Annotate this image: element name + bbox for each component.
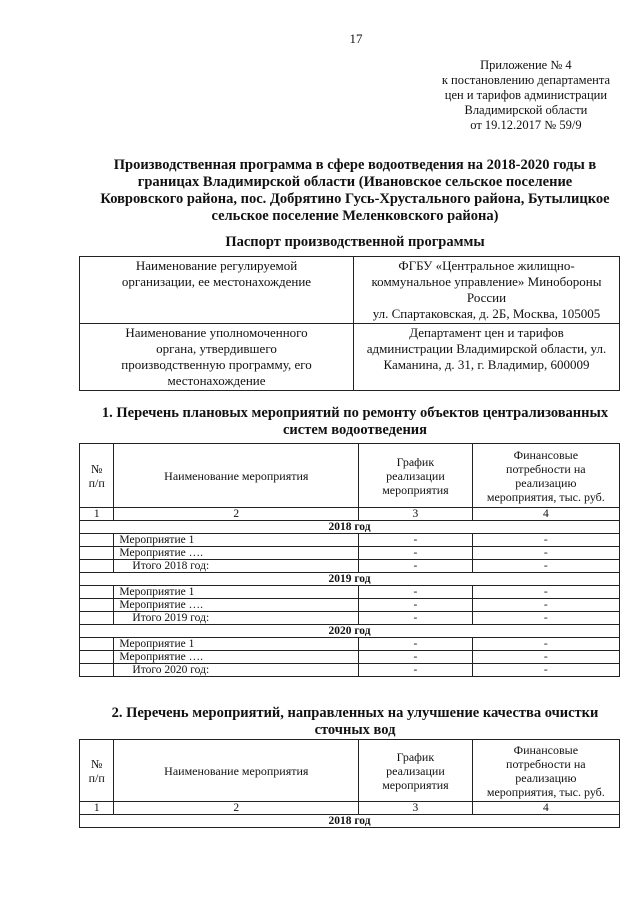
- header-schedule-line: мероприятия: [382, 482, 449, 497]
- section1-heading-line: систем водоотведения: [282, 422, 428, 438]
- header-finance-line: мероприятия, тыс. руб.: [486, 489, 605, 504]
- header-name: Наименование мероприятия: [114, 444, 359, 508]
- cell-schedule: -: [359, 586, 472, 599]
- title-line: сельское поселение Меленковского района): [211, 208, 499, 224]
- passport-value-line: администрации Владимирской области, ул.: [366, 341, 607, 356]
- column-number: 3: [359, 802, 472, 815]
- header-schedule-line: мероприятия: [382, 777, 449, 792]
- total-row: [80, 664, 620, 677]
- table-header-row: [80, 740, 620, 802]
- header-name: Наименование мероприятия: [114, 740, 359, 802]
- document-title: [70, 157, 640, 225]
- cell-num: [80, 560, 114, 573]
- header-num-line: №: [90, 461, 103, 476]
- passport-value-line: ФГБУ «Центральное жилищно-: [398, 258, 575, 273]
- header-finance: [472, 740, 619, 802]
- column-number: 1: [80, 802, 114, 815]
- cell-schedule: -: [359, 651, 472, 664]
- cell-finance: -: [472, 547, 619, 560]
- cell-total-label: Итого 2018 год:: [114, 560, 359, 573]
- cell-finance: -: [472, 534, 619, 547]
- cell-name: Мероприятие ….: [114, 651, 359, 664]
- cell-schedule: -: [359, 534, 472, 547]
- passport-label-line: организации, ее местонахождение: [121, 274, 312, 289]
- column-number: 1: [80, 508, 114, 521]
- header-schedule-line: График: [396, 749, 435, 764]
- cell-num: [80, 612, 114, 625]
- section2-heading: [70, 705, 640, 739]
- appendix-line: цен и тарифов администрации: [444, 88, 608, 102]
- appendix-line: Владимирской области: [464, 103, 588, 117]
- title-line: Производственная программа в сфере водоотведения на 2018-2020 годы в: [113, 157, 597, 173]
- cell-name: Мероприятие ….: [114, 547, 359, 560]
- header-schedule: [359, 444, 472, 508]
- section2-table: [79, 739, 620, 828]
- header-schedule-line: реализации: [386, 468, 445, 483]
- header-finance-line: Финансовые: [513, 742, 579, 757]
- total-row: [80, 612, 620, 625]
- year-label: 2018 год: [80, 815, 620, 828]
- header-finance-line: реализацию: [515, 770, 577, 785]
- cell-schedule: -: [359, 560, 472, 573]
- header-finance-line: мероприятия, тыс. руб.: [486, 784, 605, 799]
- header-schedule-line: График: [396, 454, 435, 469]
- cell-num: [80, 638, 114, 651]
- header-schedule-line: реализации: [386, 763, 445, 778]
- header-num: [80, 740, 114, 802]
- cell-total-label: Итого 2019 год:: [114, 612, 359, 625]
- page-number: 17: [349, 31, 363, 46]
- appendix-line: к постановлению департамента: [441, 73, 610, 87]
- passport-row: [80, 257, 620, 324]
- column-number: 4: [472, 508, 619, 521]
- year-label: 2020 год: [80, 625, 620, 638]
- header-finance-line: реализацию: [515, 475, 577, 490]
- cell-name: Мероприятие 1: [114, 638, 359, 651]
- table-row: [80, 638, 620, 651]
- passport-heading: Паспорт производственной программы: [225, 234, 485, 250]
- passport-value-line: Каманина, д. 31, г. Владимир, 600009: [383, 357, 590, 372]
- cell-schedule: -: [359, 599, 472, 612]
- passport-label-line: производственную программу, его: [121, 357, 312, 372]
- total-row: [80, 560, 620, 573]
- section1-heading: [70, 405, 640, 439]
- column-number-row: [80, 508, 620, 521]
- cell-finance: -: [472, 612, 619, 625]
- column-number-row: [80, 802, 620, 815]
- title-line: Ковровского района, пос. Добрятино Гусь-Хрустального района, Бутылицкое: [100, 191, 610, 207]
- passport-label-line: органа, утвердившего: [156, 341, 277, 356]
- passport-label-line: Наименование уполномоченного: [125, 325, 308, 340]
- header-schedule: [359, 740, 472, 802]
- cell-num: [80, 586, 114, 599]
- cell-schedule: -: [359, 612, 472, 625]
- cell-name: Мероприятие ….: [114, 599, 359, 612]
- cell-finance: -: [472, 599, 619, 612]
- passport-label-line: Наименование регулируемой: [135, 258, 298, 273]
- header-finance-line: Финансовые: [513, 447, 579, 462]
- passport-value: [354, 324, 620, 391]
- year-row: [80, 573, 620, 586]
- year-row: [80, 815, 620, 828]
- cell-finance: -: [472, 638, 619, 651]
- header-finance-line: потребности на: [506, 461, 586, 476]
- section2-heading-line: сточных вод: [314, 722, 396, 738]
- appendix-line: от 19.12.2017 № 59/9: [470, 118, 582, 132]
- header-finance: [472, 444, 619, 508]
- section1-table: [79, 443, 620, 677]
- cell-num: [80, 664, 114, 677]
- cell-finance: -: [472, 560, 619, 573]
- header-num-line: п/п: [88, 770, 105, 785]
- column-number: 2: [114, 508, 359, 521]
- cell-finance: -: [472, 651, 619, 664]
- header-finance-line: потребности на: [506, 756, 586, 771]
- cell-num: [80, 651, 114, 664]
- section2-heading-line: 2. Перечень мероприятий, направленных на улучшение качества очистки: [111, 705, 599, 721]
- table-row: [80, 534, 620, 547]
- cell-finance: -: [472, 664, 619, 677]
- year-row: [80, 625, 620, 638]
- year-row: [80, 521, 620, 534]
- header-num-line: №: [90, 756, 103, 771]
- year-label: 2019 год: [80, 573, 620, 586]
- title-line: границах Владимирской области (Ивановское сельское поселение: [137, 174, 573, 190]
- year-label: 2018 год: [80, 521, 620, 534]
- cell-total-label: Итого 2020 год:: [114, 664, 359, 677]
- table-row: [80, 547, 620, 560]
- passport-value-line: России: [466, 290, 507, 305]
- column-number: 3: [359, 508, 472, 521]
- table-row: [80, 586, 620, 599]
- passport-label-line: местонахождение: [167, 373, 266, 388]
- passport-label: [80, 257, 354, 324]
- passport-value-line: ул. Спартаковская, д. 2Б, Москва, 105005: [372, 306, 601, 321]
- cell-schedule: -: [359, 664, 472, 677]
- cell-name: Мероприятие 1: [114, 534, 359, 547]
- passport-table: [79, 256, 620, 391]
- table-row: [80, 651, 620, 664]
- cell-schedule: -: [359, 547, 472, 560]
- passport-row: [80, 324, 620, 391]
- header-num: [80, 444, 114, 508]
- section1-heading-line: 1. Перечень плановых мероприятий по ремонту объектов централизованных: [101, 405, 609, 421]
- passport-label: [80, 324, 354, 391]
- cell-name: Мероприятие 1: [114, 586, 359, 599]
- appendix-line: Приложение № 4: [480, 58, 572, 72]
- passport-value-line: коммунальное управление» Минобороны: [371, 274, 602, 289]
- header-num-line: п/п: [88, 475, 105, 490]
- cell-num: [80, 599, 114, 612]
- cell-num: [80, 547, 114, 560]
- cell-num: [80, 534, 114, 547]
- passport-value: [354, 257, 620, 324]
- column-number: 2: [114, 802, 359, 815]
- cell-finance: -: [472, 586, 619, 599]
- appendix-note: [442, 58, 610, 133]
- table-header-row: [80, 444, 620, 508]
- column-number: 4: [472, 802, 619, 815]
- passport-value-line: Департамент цен и тарифов: [409, 325, 564, 340]
- cell-schedule: -: [359, 638, 472, 651]
- table-row: [80, 599, 620, 612]
